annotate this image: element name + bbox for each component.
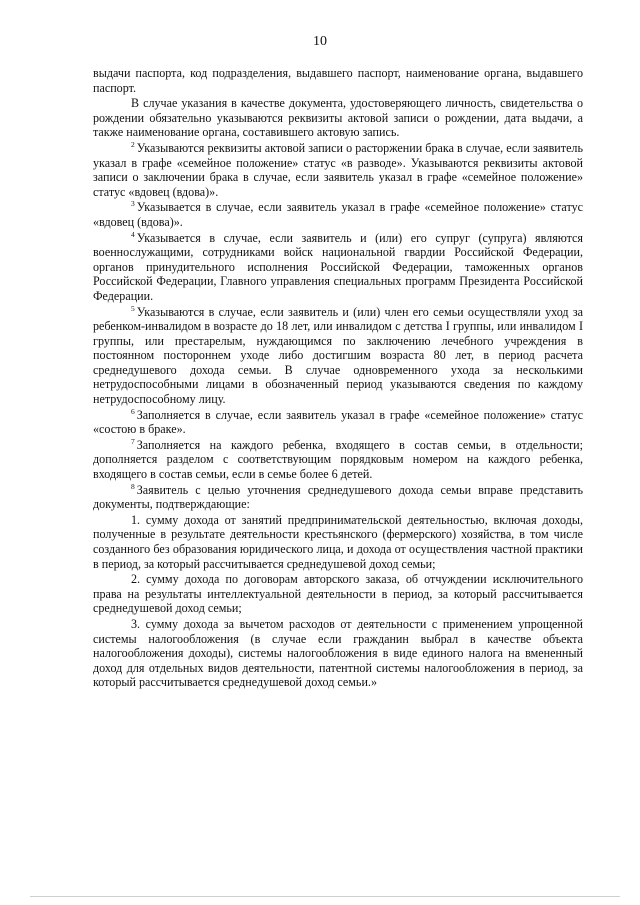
footnote-text: Указывается в случае, если заявитель и (или) его супруг (супруга) являются военнослужащими, сотрудниками войск национальной гвардии Российской Федерации, органов принудительного исполнения Российской Федерации, таможенных органов Российской Федерации, Главного управления специальных программ Президента Российской Федерации. [93, 230, 583, 303]
footnote-text: Указываются реквизиты актовой записи о расторжении брака в случае, если заявитель указал в графе «семейное положение» статус «в разводе». Указываются реквизиты актовой записи о заключении брака в случае, если заявитель указал в графе «семейное положение» статус «вдовец (вдова)». [93, 140, 583, 199]
footnote-marker: 3 [131, 199, 135, 209]
footnote-text: Заявитель с целью уточнения среднедушевого дохода семьи вправе представить документы, подтверждающие: [93, 482, 583, 512]
footnote-marker: 2 [131, 139, 135, 149]
footnote-8 [93, 483, 583, 512]
page-number: 10 [313, 34, 327, 49]
footnote-marker: 7 [131, 436, 135, 446]
document-body [93, 66, 583, 691]
list-item-2 [93, 572, 583, 616]
footnote-marker: 5 [131, 303, 135, 313]
page-bottom-border [30, 896, 620, 897]
footnote-text: Указывается в случае, если заявитель указал в графе «семейное положение» статус «вдовец (вдова)». [93, 200, 583, 229]
paragraph-text: В случае указания в качестве документа, удостоверяющего личность, свидетельства о рождении обязательно указываются реквизиты актовой записи о рождении, дата выдачи, а также наименование органа, составившего актовую запись. [93, 96, 583, 140]
footnote-text: Указываются в случае, если заявитель и (или) член его семьи осуществляли уход за ребенком-инвалидом в возрасте до 18 лет, или инвалидом с детства I группы, или инвалидом I группы, или престарелым, нуждающимся по заключению лечебного учреждения в постоянном постороннем уходе либо достигшим возраста 80 лет, в период расчета среднедушевого дохода семьи. В случае одновременного ухода за несколькими нетрудоспособными лицами в обозначенный период указываются сведения по каждому нетрудоспособному лицу. [93, 304, 583, 407]
footnote-3 [93, 200, 583, 229]
footnote-text: Заполняется на каждого ребенка, входящего в состав семьи, в отдельности; дополняется разделом с соответствующим порядковым номером на каждого ребенка, входящего в состав семьи, если в семье более 6 детей. [93, 437, 583, 482]
paragraph-birth-certificate [93, 96, 583, 140]
footnote-text: Заполняется в случае, если заявитель указал в графе «семейное положение» статус «состою в браке». [93, 407, 583, 437]
paragraph-continuation [93, 66, 583, 95]
footnote-7 [93, 438, 583, 482]
footnote-marker: 4 [131, 229, 135, 239]
paragraph-text: выдачи паспорта, код подразделения, выдавшего паспорт, наименование органа, выдавшего паспорт. [93, 66, 583, 95]
list-item-text: 3. сумму дохода за вычетом расходов от деятельности с применением упрощенной системы налогообложения (в случае если гражданин выбрал в качестве объекта налогообложения доходы), системы налогообложения в виде единого налога на вмененный доход для отдельных видов деятельности, патентной системы налогообложения в период, за который рассчитывается среднедушевой доход семьи.» [93, 616, 583, 690]
list-item-1 [93, 513, 583, 571]
list-item-text: 1. сумму дохода от занятий предпринимательской деятельностью, включая доходы, полученные в результате деятельности крестьянского (фермерского) хозяйства, в том числе созданного без образования юридического лица, и дохода от осуществления частной практики в период, за который рассчитывается среднедушевой доход семьи; [93, 512, 583, 571]
footnote-6 [93, 408, 583, 437]
list-item-text: 2. сумму дохода по договорам авторского заказа, об отчуждении исключительного права на результаты интеллектуальной деятельности в период, за который рассчитывается среднедушевой доход семьи; [93, 572, 583, 616]
footnote-marker: 6 [131, 406, 135, 416]
footnote-4 [93, 231, 583, 304]
footnote-5 [93, 305, 583, 407]
list-item-3 [93, 617, 583, 690]
footnote-marker: 8 [131, 481, 135, 491]
footnote-2 [93, 141, 583, 199]
